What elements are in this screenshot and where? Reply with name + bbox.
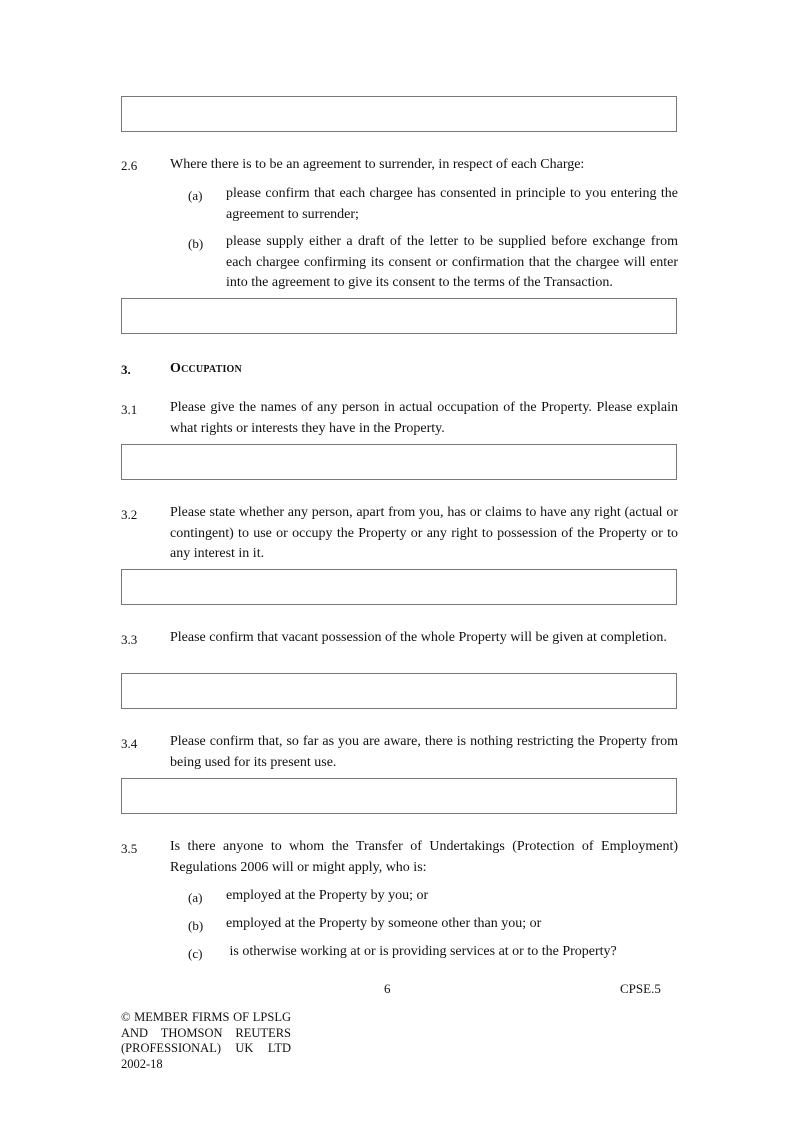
answer-box-3-4[interactable] xyxy=(121,778,677,814)
copyright-line-4: 2002-18 xyxy=(121,1056,163,1071)
page-number: 6 xyxy=(384,981,391,996)
copyright-line-2: AND THOMSON REUTERS xyxy=(121,1025,291,1040)
question-number-2-6: 2.6 xyxy=(121,158,138,173)
section-number-3: 3. xyxy=(121,362,131,377)
item-label-2-6-b: (b) xyxy=(188,236,204,251)
answer-box-3-2[interactable] xyxy=(121,569,677,605)
answer-box-2-6[interactable] xyxy=(121,298,677,334)
item-label-2-6-a: (a) xyxy=(188,188,203,203)
answer-box-3-1[interactable] xyxy=(121,444,677,480)
question-text-3-4: Please confirm that, so far as you are aware, there is nothing restricting the Property from being used for its present use. xyxy=(170,734,678,770)
copyright-line-3: (PROFESSIONAL) UK LTD xyxy=(121,1041,291,1055)
question-number-3-4: 3.4 xyxy=(121,736,138,751)
question-number-3-1: 3.1 xyxy=(121,402,138,417)
item-text-3-5-c: is otherwise working at or is providing services at or to the Property? xyxy=(226,944,617,959)
item-text-2-6-a: please confirm that each chargee has consented in principle to you entering the agreement to surrender; xyxy=(226,186,678,222)
question-number-3-3: 3.3 xyxy=(121,632,138,647)
question-text-3-2: Please state whether any person, apart from you, has or claims to have any right (actual or contingent) to use or occupy the Property or any right to possession of the Property or to any interest in it. xyxy=(170,505,678,561)
answer-box-previous[interactable] xyxy=(121,96,677,132)
question-number-3-2: 3.2 xyxy=(121,507,138,522)
copyright-line-1: © MEMBER FIRMS OF LPSLG xyxy=(121,1010,291,1024)
item-label-3-5-c: (c) xyxy=(188,946,203,961)
question-text-3-3: Please confirm that vacant possession of the whole Property will be given at completion. xyxy=(170,630,667,645)
answer-box-3-3[interactable] xyxy=(121,673,677,709)
section-title-occupation: Occupation xyxy=(170,361,242,376)
item-label-3-5-a: (a) xyxy=(188,890,203,905)
item-label-3-5-b: (b) xyxy=(188,918,204,933)
item-text-3-5-b: employed at the Property by someone other than you; or xyxy=(226,916,542,931)
form-code: CPSE.5 xyxy=(620,981,661,996)
item-text-2-6-b: please supply either a draft of the letter to be supplied before exchange from each chargee confirming its consent or confirmation that the chargee will enter into the agreement to give its consent to the terms of the Transaction. xyxy=(226,234,678,290)
question-text-3-1: Please give the names of any person in actual occupation of the Property. Please explain what rights or interests they have in the Property. xyxy=(170,400,678,436)
copyright-notice xyxy=(121,1010,291,1072)
question-text-2-6: Where there is to be an agreement to surrender, in respect of each Charge: xyxy=(170,157,585,172)
item-text-3-5-a: employed at the Property by you; or xyxy=(226,888,429,903)
question-number-3-5: 3.5 xyxy=(121,841,138,856)
question-text-3-5: Is there anyone to whom the Transfer of Undertakings (Protection of Employment) Regulations 2006 will or might apply, who is: xyxy=(170,839,678,875)
